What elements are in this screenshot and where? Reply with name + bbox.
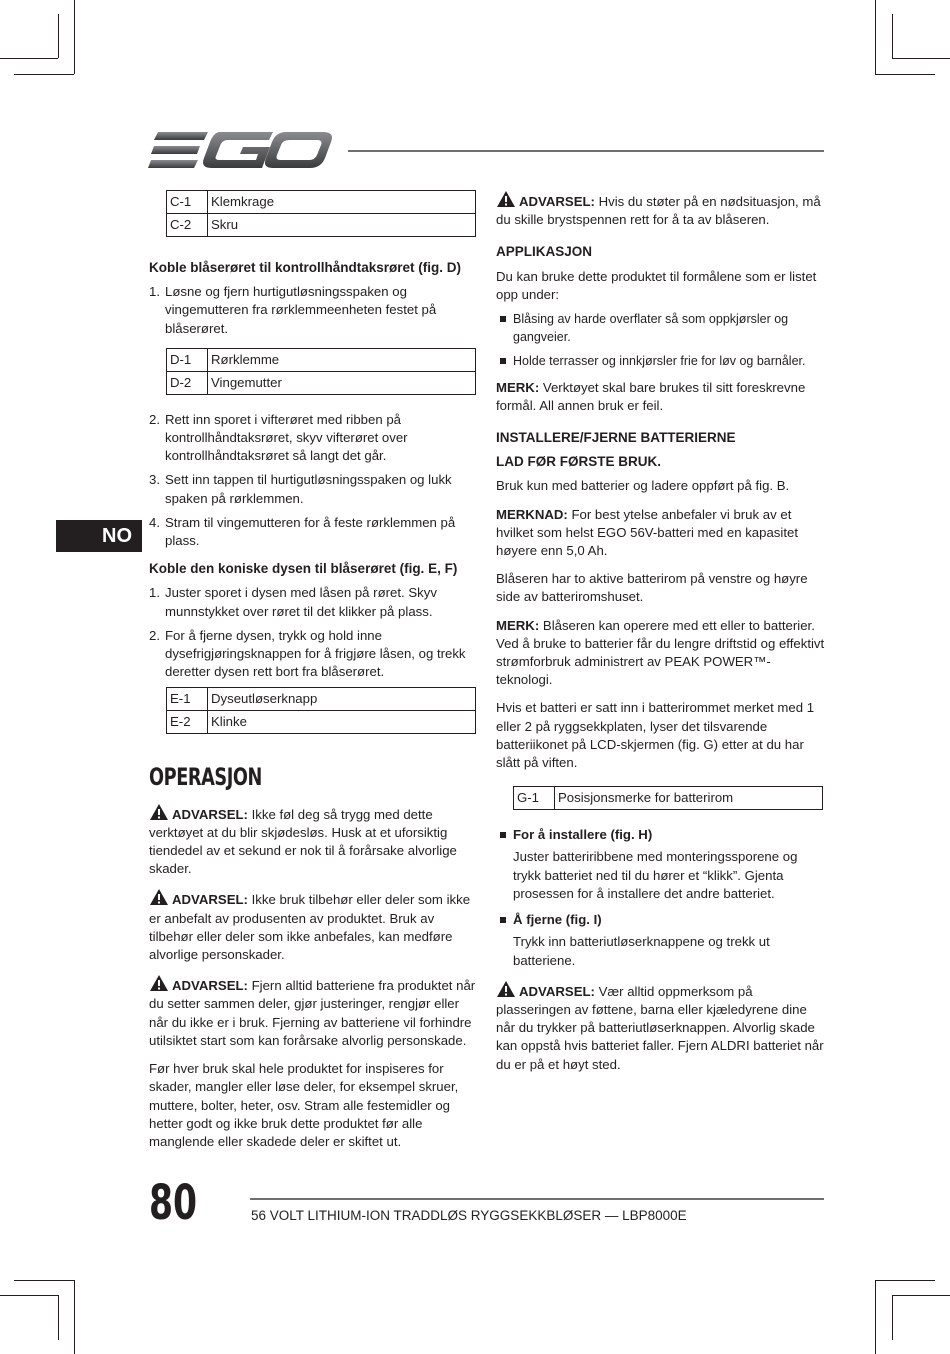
list-item: 4. Stram til vingemutteren for å feste rørklemmen på plass. [149,514,456,549]
remove-title: Å fjerne (fig. I) [496,911,826,929]
table-row: D-2 Vingemutter [167,371,476,394]
crop-mark [875,74,935,75]
heading-application: APPLIKASJON [496,244,593,260]
warning-icon [149,888,169,906]
warning-icon [149,974,169,992]
crop-mark [875,0,876,74]
parts-table-g [513,786,823,810]
footer-text: 56 VOLT LITHIUM-ION TRADDLØS RYGGSEKKBLØSER — LBP8000E [251,1208,687,1223]
crop-mark [892,1295,893,1340]
language-tab: NO [56,520,142,552]
steps-fig-d-part1 [149,283,479,338]
list-item: Holde terrasser og innkjørsler frie for løv og barnåler. [496,352,826,370]
warning-paragraph: ADVARSEL: Ikke føl deg så trygg med dette verktøyet at du blir skjødesløs. Husk at et uforsiktig tiendedel av et sekund er nok til å forårsake alvorlige skader. [149,803,479,879]
warning-paragraph: ADVARSEL: Hvis du støter på en nødsituasjon, må du skille brystspennen rett for å ta av blåseren. [496,190,826,229]
crop-mark [0,58,58,59]
table-row: E-2 Klinke [167,711,476,734]
crop-mark [14,1280,74,1281]
crop-mark [892,14,893,58]
note-paragraph: MERKNAD: For best ytelse anbefaler vi bruk av et hvilket som helst EGO 56V-batteri med en kapasitet høyere enn 5,0 Ah. [496,506,798,559]
crop-mark [892,58,950,59]
remove-body: Trykk inn batteriutløserknappene og trekk ut batteriene. [513,934,770,968]
crop-mark [58,14,59,58]
table-row: G-1 Posisjonsmerke for batterirom [514,787,823,810]
subheading-fig-d: Koble blåserøret til kontrollhåndtaksrøret (fig. D) [149,260,462,275]
parts-table-c [166,190,476,237]
warning-paragraph: ADVARSEL: Vær alltid oppmerksom på plasseringen av føttene, barna eller kjæledyrene dine når du trykker på batteriutløserknappen. Alvorlig skade kan oppstå hvis batteriet faller. Fjern ALDRI batteriet når du er på et høyt sted. [496,980,826,1074]
charge-paragraph: Bruk kun med batterier og ladere oppført på fig. B. [496,478,790,494]
crop-mark [0,1295,58,1296]
steps-fig-d-part2 [149,411,479,550]
crop-mark [892,1295,950,1296]
crop-mark [58,1295,59,1340]
battery-bays-paragraph: Blåseren har to aktive batterirom på venstre og høyre side av batteriromshuset. [496,571,808,605]
page-number: 80 [149,1175,198,1231]
table-row: C-1 Klemkrage [167,191,476,214]
application-intro: Du kan bruke dette produktet til formålene som er listet opp under: [496,268,817,302]
note-paragraph: MERK: Verktøyet skal bare brukes til sitt foreskrevne formål. All annen bruk er feil. [496,379,806,413]
crop-mark [875,1280,935,1281]
list-item: 2. Rett inn sporet i vifterøret med ribben på kontrollhåndtaksrøret, skyv vifterøret over kontrollhåndtaksrøret så langt det går. [149,411,408,464]
crop-mark [14,74,74,75]
table-row: E-1 Dyseutløserknapp [167,688,476,711]
install-title: For å installere (fig. H) [496,826,826,844]
warning-icon [496,980,516,998]
application-list [496,310,826,371]
warning-icon [496,190,516,208]
heading-charge: LAD FØR FØRSTE BRUK. [496,454,661,470]
header-rule [348,150,824,152]
table-row: D-1 Rørklemme [167,348,476,371]
ego-logo [148,128,333,172]
note-paragraph: MERK: Blåseren kan operere med ett eller to batterier. Ved å bruke to batterier får du lengre driftstid og effektivt strømforbruk administrert av PEAK POWER™-teknologi. [496,617,825,688]
right-column [496,190,826,1084]
list-item: 2. For å fjerne dysen, trykk og hold inne dysefrigjøringsknappen for å frigjøre låsen, og trekk deretter dysen rett bort fra blåserøret. [149,627,466,680]
install-body: Juster batteriribbene med monteringssporene og trykk batteriet ned til du hører et “klikk”. Gjenta prosessen for å installere det andre batteriet. [513,849,798,901]
crop-mark [74,0,75,74]
left-column [149,190,479,1161]
list-item: Blåsing av harde overflater så som oppkjørsler og gangveier. [496,310,826,346]
list-item: 3. Sett inn tappen til hurtigutløsningsspaken og lukk spaken på rørklemmen. [149,472,452,506]
heading-install-batteries: INSTALLERE/FJERNE BATTERIERNE [496,430,736,446]
parts-table-e [166,687,476,734]
warning-paragraph: ADVARSEL: Ikke bruk tilbehør eller deler som ikke er anbefalt av produsenten av produktet. Bruk av tilbehør eller deler som ikke anbefales, kan medføre alvorlige personskader. [149,888,479,964]
list-item: 1. Løsne og fjern hurtigutløsningsspaken og vingemutteren fra rørklemmeenheten festet på blåserøret. [149,284,437,336]
section-title: OPERASJON [149,763,262,792]
lcd-paragraph: Hvis et batteri er satt inn i batterirommet merket med 1 eller 2 på ryggsekkplaten, lyser det tilsvarende batteriikonet på LCD-skjermen (fig. G) etter at du har slått på viften. [496,700,815,771]
subheading-fig-ef: Koble den koniske dysen til blåserøret (fig. E, F) [149,561,458,577]
footer-rule [250,1198,824,1200]
crop-mark [74,1280,75,1354]
parts-table-d [166,348,476,395]
inspection-paragraph: Før hver bruk skal hele produktet for inspiseres for skader, mangler eller løse deler, for eksempel skruer, muttere, bolter, heter, osv. Stram alle festemidler og hetter godt og ikke bruk dette produktet før alle manglende eller skadede deler er skiftet ut. [149,1061,459,1149]
warning-paragraph: ADVARSEL: Fjern alltid batteriene fra produktet når du setter sammen deler, gjør justeringer, rengjør eller når du ikke er i bruk. Fjerning av batteriene vil forhindre utilsiktet start som kan forårsake alvorlig personskade. [149,974,479,1050]
list-item: 1. Juster sporet i dysen med låsen på røret. Skyv munnstykket over røret til det klikker på plass. [149,585,437,619]
table-row: C-2 Skru [167,214,476,237]
crop-mark [875,1280,876,1354]
warning-icon [149,803,169,821]
steps-fig-ef [149,584,479,681]
